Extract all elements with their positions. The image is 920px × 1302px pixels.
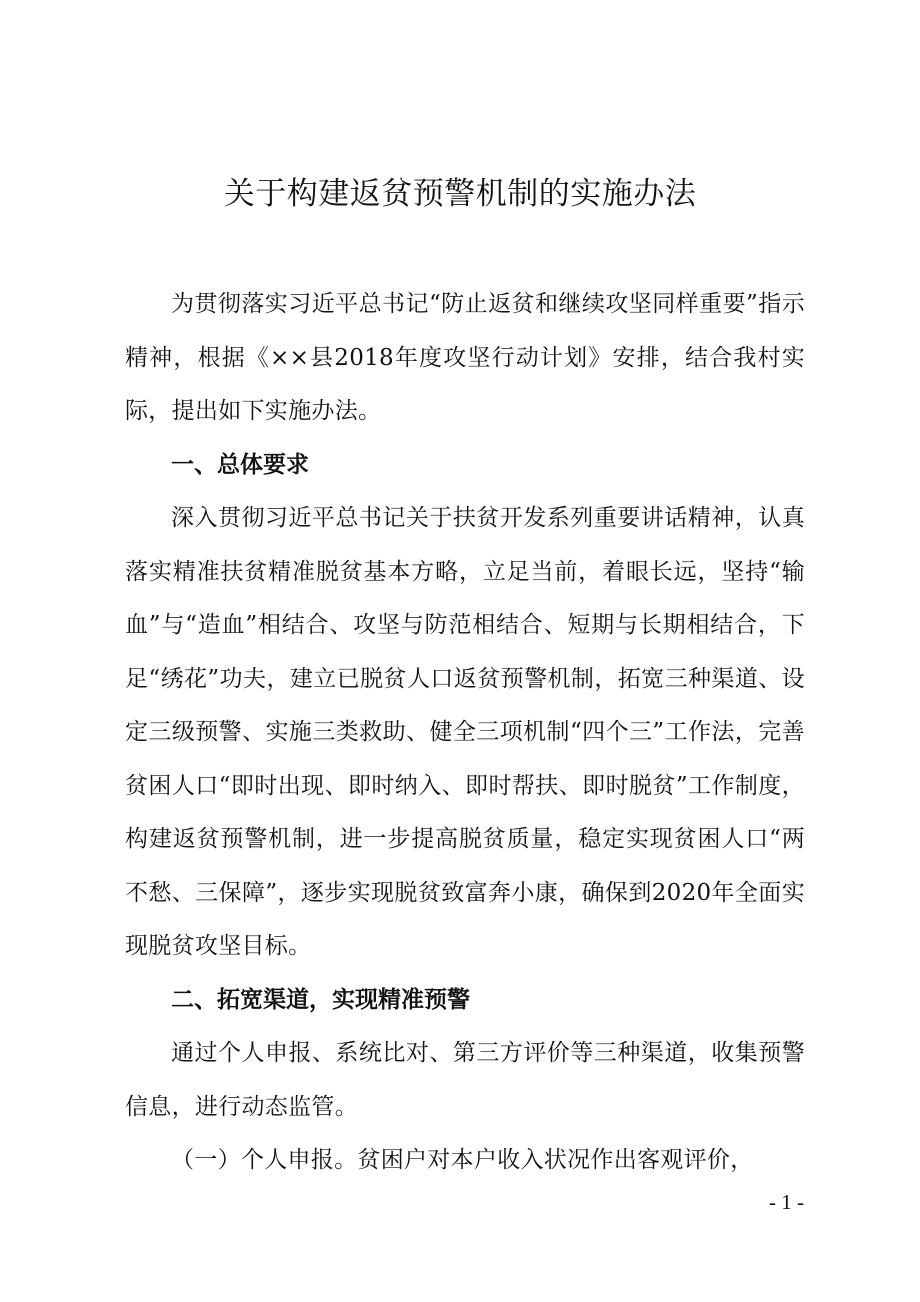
document-title: 关于构建返贫预警机制的实施办法 — [223, 176, 697, 212]
section2-item1-paragraph: （一）个人申报。贫困户对本户收入状况作出客观评价， — [171, 1147, 754, 1173]
intro-paragraph: 为贯彻落实习近平总书记“防止返贫和继续攻坚同样重要”指示精神，根据《××县2018年度攻坚行动计划》安排，结合我村实际，提出如下实施办法。 — [125, 291, 805, 424]
section-heading-expand-channels: 二、拓宽渠道，实现精准预警 — [171, 986, 470, 1013]
page-number: - 1 - — [769, 1190, 804, 1214]
section2-paragraph: 通过个人申报、系统比对、第三方评价等三种渠道，收集预警信息，进行动态监管。 — [125, 1040, 805, 1120]
document-body — [125, 278, 805, 1188]
section1-paragraph: 深入贯彻习近平总书记关于扶贫开发系列重要讲话精神，认真落实精准扶贫精准脱贫基本方略，立足当前，着眼长远，坚持“输血”与“造血”相结合、攻坚与防范相结合、短期与长期相结合，下足“绣花”功夫，建立已脱贫人口返贫预警机制，拓宽三种渠道、设定三级预警、实施三类救助、健全三项机制“四个三”工作法，完善贫困人口“即时出现、即时纳入、即时帮扶、即时脱贫”工作制度，构建返贫预警机制，进一步提高脱贫质量，稳定实现贫困人口“两不愁、三保障”，逐步实现脱贫致富奔小康，确保到2020年全面实现脱贫攻坚目标。 — [125, 505, 805, 959]
section-heading-overall-requirements: 一、总体要求 — [171, 451, 309, 478]
